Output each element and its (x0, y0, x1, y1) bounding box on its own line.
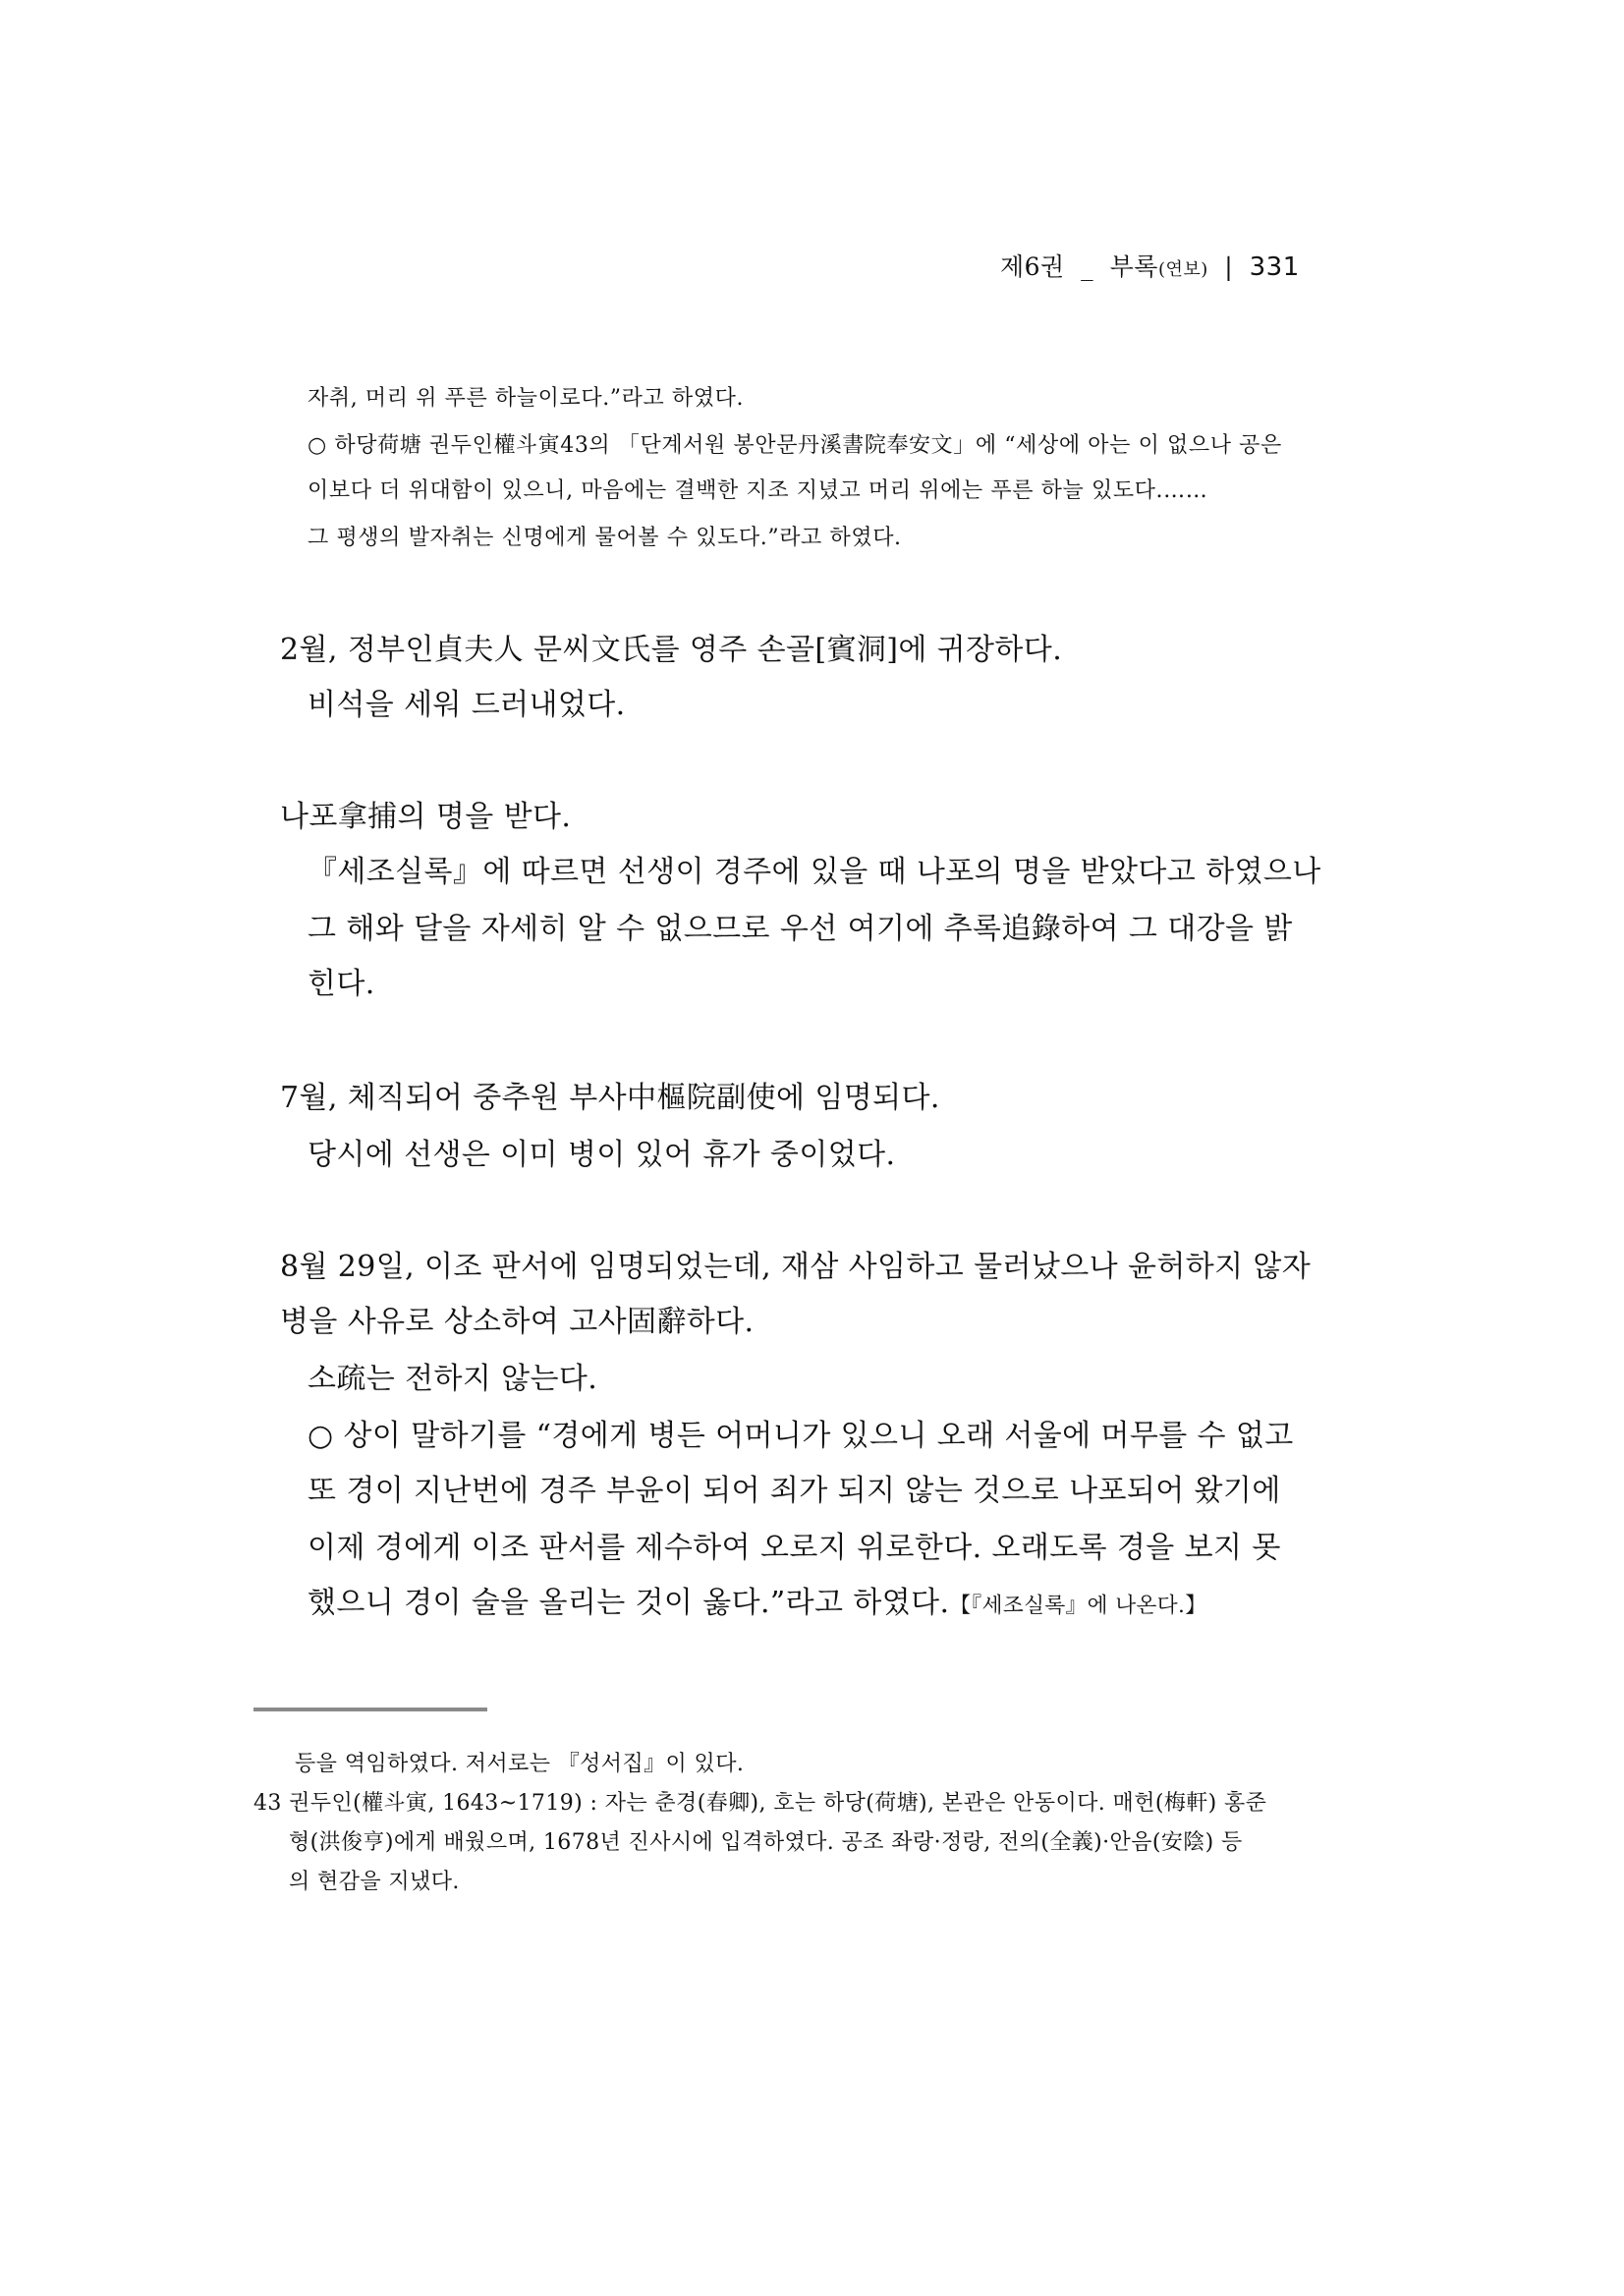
entry-jul-heading: 7월, 체직되어 중추원 부사中樞院副使에 임명되다. (280, 1081, 940, 1115)
footnote-43-line-2: 형(洪俊亨)에게 배웠으며, 1678년 진사시에 입격하였다. 공조 좌랑·정랑, 전의(全義)·안음(安陰) 등 (289, 1830, 1243, 1855)
entry-arrest-detail-3: 힌다. (308, 967, 375, 1001)
entry-arrest-heading: 나포拿捕의 명을 받다. (280, 800, 572, 834)
entry-feb-heading: 2월, 정부인貞夫人 문씨文氏를 영주 손골[賓洞]에 귀장하다. (280, 633, 1063, 667)
entry-jul-detail: 당시에 선생은 이미 병이 있어 휴가 중이었다. (308, 1138, 896, 1172)
quote-line-4: 그 평생의 발자취는 신명에게 물어볼 수 있도다.”라고 하였다. (308, 526, 902, 550)
footnote-43-line-3: 의 현감을 지냈다. (289, 1870, 460, 1894)
entry-aug-quote-4-text: 했으니 경이 술을 올리는 것이 옳다.”라고 하였다. (308, 1586, 950, 1620)
section-label: 부록 (1109, 252, 1158, 281)
header-separator: _ (1081, 252, 1094, 281)
quote-line-2: ○ 하당荷塘 권두인權斗寅43의 「단계서원 봉안문丹溪書院奉安文」에 “세상에 아는 이 없으나 공은 (308, 433, 1282, 458)
entry-aug-quote-3: 이제 경에게 이조 판서를 제수하여 오로지 위로한다. 오래도록 경을 보지 못 (308, 1531, 1281, 1565)
quote-line-1: 자취, 머리 위 푸른 하늘이로다.”라고 하였다. (308, 386, 745, 411)
volume-label: 제6권 (1000, 252, 1065, 281)
footnote-rule (253, 1708, 487, 1711)
quote-line-3: 이보다 더 위대함이 있으니, 마음에는 결백한 지조 지녔고 머리 위에는 푸른 하늘 있도다.…… (308, 478, 1208, 503)
entry-feb-detail: 비석을 세워 드러내었다. (308, 688, 626, 722)
entry-arrest-detail-2: 그 해와 달을 자세히 알 수 없으므로 우선 여기에 추록追錄하여 그 대강을 밝 (308, 912, 1293, 946)
entry-aug-detail: 소疏는 전하지 않는다. (308, 1362, 598, 1396)
header-divider: | (1224, 252, 1234, 281)
entry-aug-quote-1: ○ 상이 말하기를 “경에게 병든 어머니가 있으니 오래 서울에 머무를 수 없고 (308, 1419, 1294, 1453)
entry-aug-source: 【『세조실록』에 나온다.】 (949, 1594, 1207, 1618)
entry-aug-quote-4 (308, 1578, 1206, 1621)
entry-aug-heading-1: 8월 29일, 이조 판서에 임명되었는데, 재삼 사임하고 물러났으나 윤허하지 않자 (280, 1250, 1312, 1284)
running-header (1000, 248, 1315, 283)
footnote-43-line-1: 43 권두인(權斗寅, 1643~1719) : 자는 춘경(春卿), 호는 하당(荷塘), 본관은 안동이다. 매헌(梅軒) 홍준 (253, 1791, 1267, 1816)
entry-aug-heading-2: 병을 사유로 상소하여 고사固辭하다. (280, 1305, 755, 1339)
entry-arrest-detail-1: 『세조실록』에 따르면 선생이 경주에 있을 때 나포의 명을 받았다고 하였으나 (308, 855, 1321, 889)
entry-aug-quote-2: 또 경이 지난번에 경주 부윤이 되어 죄가 되지 않는 것으로 나포되어 왔기에 (308, 1474, 1281, 1508)
page-number: 331 (1249, 252, 1300, 282)
footnote-continuation: 등을 역임하였다. 저서로는 『성서집』이 있다. (295, 1752, 745, 1776)
section-sub-label: (연보) (1157, 259, 1208, 280)
